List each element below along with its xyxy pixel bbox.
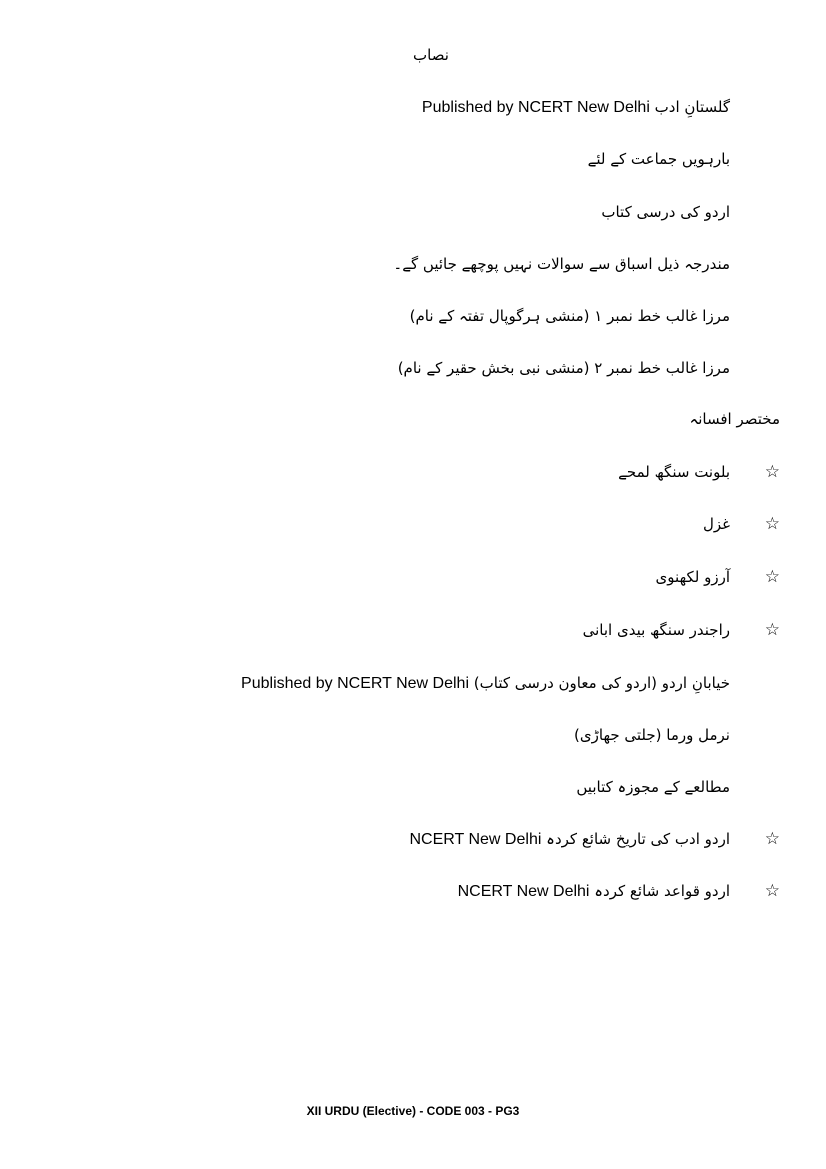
star-bullet-icon: ☆ (764, 829, 780, 849)
star-bullet-icon: ☆ (764, 567, 780, 587)
letter-2: مرزا غالب خط نمبر ۲ (منشی نبی بخش حقیر کے نام) (397, 359, 730, 377)
suggested-book-1 (410, 828, 731, 851)
letter-1: مرزا غالب خط نمبر ۱ (منشی ہرگوپال تفتہ کے نام) (409, 307, 730, 325)
book1-name: گلستانِ ادب (654, 98, 730, 116)
star-bullet-icon: ☆ (764, 514, 780, 534)
star-bullet-icon: ☆ (764, 881, 780, 901)
book1-line (422, 96, 730, 119)
page-title: نصاب (413, 46, 449, 64)
suggested-heading: مطالعے کے مجوزہ کتابیں (576, 778, 730, 796)
star-item-3: آرزو لکھنوی (655, 568, 730, 586)
book2-name: خیابانِ اردو (اردو کی معاون درسی کتاب) (473, 674, 730, 692)
book2-item: نرمل ورما (جلتی جھاڑی) (574, 726, 730, 744)
star-bullet-icon: ☆ (764, 462, 780, 482)
suggested-book-2-publisher: NCERT New Delhi (457, 883, 590, 900)
suggested-book-1-title: اردو ادب کی تاریخ شائع کردہ (546, 830, 730, 848)
star-item-4: راجندر سنگھ بیدی ابانی (582, 621, 730, 639)
page-footer: XII URDU (Elective) - CODE 003 - PG3 (306, 1104, 520, 1118)
suggested-book-2 (458, 880, 730, 903)
star-item-2: غزل (702, 515, 730, 533)
class-line: بارہویں جماعت کے لئے (587, 150, 730, 168)
suggested-book-2-title: اردو قواعد شائع کردہ (594, 882, 730, 900)
exclusion-note: مندرجہ ذیل اسباق سے سوالات نہیں پوچھے جائیں گے۔ (393, 255, 730, 273)
book-type: اردو کی درسی کتاب (601, 203, 730, 221)
star-bullet-icon: ☆ (764, 620, 780, 640)
book1-publisher: Published by NCERT New Delhi (421, 99, 650, 116)
book2-publisher: Published by NCERT New Delhi (241, 675, 469, 692)
suggested-book-1-publisher: NCERT New Delhi (409, 831, 542, 848)
star-item-1: بلونت سنگھ لمحے (618, 463, 730, 481)
section-heading: مختصر افسانہ (689, 410, 780, 428)
book2-line (241, 672, 730, 695)
